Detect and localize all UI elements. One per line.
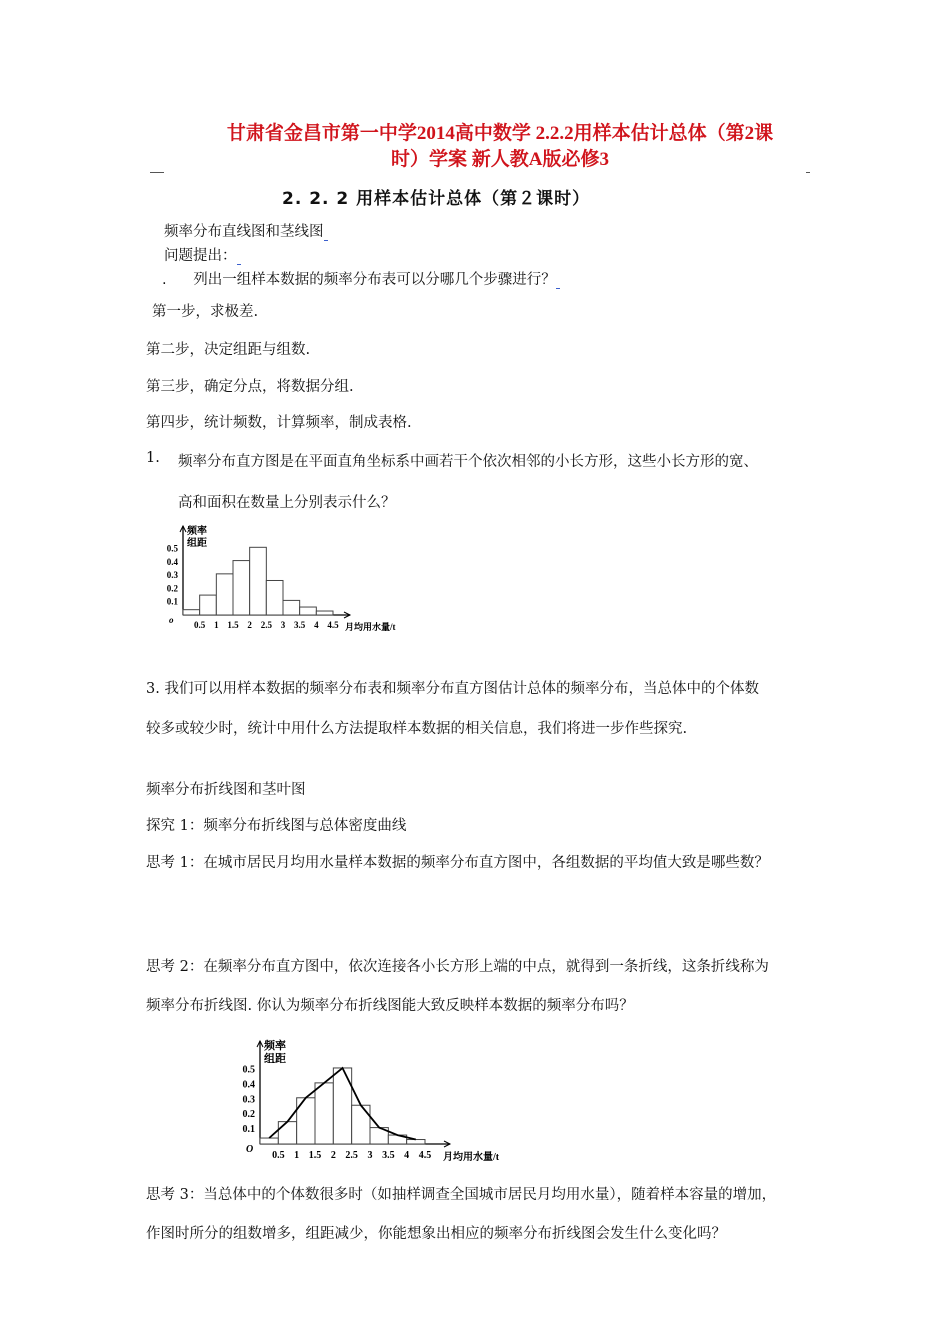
x-tick-label: 1: [214, 620, 219, 630]
section-heading-2: 频率分布折线图和茎叶图: [146, 782, 306, 798]
section-heading-top: [164, 220, 328, 241]
histogram-bar: [216, 574, 233, 615]
x-axis-label: 月均用水量/t: [443, 1152, 500, 1163]
item-1-line2: 高和面积在数量上分别表示什么？: [178, 495, 396, 511]
y-axis-label: 组距: [264, 1053, 286, 1065]
histogram-bar: [278, 1122, 296, 1144]
x-tick-label: 4: [404, 1150, 410, 1161]
y-tick-label: 0.5: [166, 543, 178, 554]
y-tick-label: 0.4: [166, 556, 178, 567]
y-tick-label: 0.3: [242, 1094, 255, 1106]
think-3-line1: 思考 3：当总体中的个体数很多时（如抽样调查全国城市居民月均用水量），随着样本容量的增加，: [146, 1187, 777, 1203]
histogram-bar: [316, 611, 333, 615]
x-tick-label: 2.5: [260, 620, 272, 630]
histogram-bar: [352, 1105, 370, 1144]
histogram-bar: [183, 610, 200, 615]
item-1-number: 1.: [146, 450, 160, 466]
edit-mark: [324, 224, 329, 241]
origin-label: o: [169, 615, 174, 625]
step-2: 第二步，决定组距与组数.: [146, 342, 311, 358]
histogram-chart: [150, 520, 420, 640]
y-tick-label: 0.5: [242, 1064, 255, 1076]
think-2-line1: 思考 2：在频率分布直方图中，依次连接各小长方形上端的中点，就得到一条折线，这条折线称为: [146, 959, 769, 975]
x-tick-label: 0.5: [194, 620, 206, 630]
x-tick-label: 4: [314, 620, 319, 630]
x-tick-label: 3: [367, 1150, 373, 1161]
item-1-line1: 频率分布直方图是在平面直角坐标系中画若干个依次相邻的小长方形，这些小长方形的宽、: [178, 454, 758, 470]
item-3-line2: 较多或较少时，统计中用什么方法提取样本数据的相关信息，我们将进一步作些探究.: [146, 721, 688, 737]
x-axis-label: 月均用水量/t: [345, 622, 396, 632]
question-line: [162, 268, 560, 289]
think-3-line2: 作图时所分的组数增多，组距减少，你能想象出相应的频率分布折线图会发生什么变化吗？: [146, 1226, 726, 1242]
y-tick-label: 0.1: [242, 1124, 255, 1136]
edit-mark: [237, 248, 242, 265]
histogram-bar: [283, 600, 300, 615]
x-tick-label: 2: [330, 1150, 336, 1161]
x-tick-label: 3.5: [294, 620, 306, 630]
lesson-subtitle: 2. 2. 2 用样本估计总体（第２课时）: [282, 189, 591, 209]
histogram-bar: [266, 580, 283, 615]
y-axis-label: 频率: [187, 526, 207, 537]
histogram-bar: [250, 547, 267, 615]
histogram-bar: [407, 1140, 425, 1144]
x-tick-label: 3.5: [382, 1150, 395, 1161]
histogram-bar: [200, 595, 217, 615]
question-text: 列出一组样本数据的频率分布表可以分哪几个步骤进行？: [193, 272, 556, 288]
histogram-bar: [315, 1083, 333, 1144]
y-tick-label: 0.3: [166, 570, 178, 581]
y-axis-label: 频率: [264, 1040, 286, 1052]
think-1: 思考 1：在城市居民月均用水量样本数据的频率分布直方图中，各组数据的平均值大致是哪些数？: [146, 855, 769, 871]
question-heading-text: 问题提出：: [164, 248, 237, 264]
x-tick-label: 1: [294, 1150, 300, 1161]
x-tick-label: 0.5: [272, 1150, 285, 1161]
header-rule-right: [806, 172, 810, 173]
question-bullet: .: [162, 272, 167, 288]
y-tick-label: 0.2: [242, 1109, 255, 1121]
histogram-bar: [233, 561, 250, 615]
step-4: 第四步，统计频数，计算频率，制成表格.: [146, 415, 412, 431]
x-tick-label: 1.5: [308, 1150, 322, 1161]
y-tick-label: 0.1: [166, 596, 178, 607]
y-tick-label: 0.4: [242, 1079, 255, 1091]
histogram-bar: [260, 1138, 278, 1144]
section-heading-text: 频率分布直线图和茎线图: [164, 224, 324, 240]
document-title-line1: 甘肃省金昌市第一中学2014高中数学 2.2.2用样本估计总体（第2课: [226, 123, 774, 144]
x-tick-label: 1.5: [227, 620, 239, 630]
histogram-polygon-chart: [225, 1035, 525, 1170]
document-title-line2: 时）学案 新人教A版必修3: [391, 149, 609, 170]
header-rule-left: [150, 172, 164, 173]
step-3: 第三步，确定分点，将数据分组.: [146, 379, 354, 395]
x-tick-label: 3: [280, 620, 286, 630]
x-tick-label: 2.5: [345, 1150, 358, 1161]
question-heading: [164, 244, 241, 265]
histogram-bar: [300, 607, 317, 615]
x-tick-label: 4.5: [418, 1150, 432, 1161]
x-tick-label: 4.5: [327, 620, 339, 630]
y-axis-label: 组距: [187, 538, 207, 549]
origin-label: O: [246, 1144, 254, 1155]
edit-mark: [556, 272, 561, 289]
explore-1: 探究 1：频率分布折线图与总体密度曲线: [146, 818, 407, 834]
think-2-line2: 频率分布折线图. 你认为频率分布折线图能大致反映样本数据的频率分布吗？: [146, 998, 634, 1014]
y-tick-label: 0.2: [166, 583, 178, 594]
x-tick-label: 2: [247, 620, 252, 630]
item-3-line1: 3. 我们可以用样本数据的频率分布表和频率分布直方图估计总体的频率分布，当总体中的个体数: [146, 681, 759, 697]
step-1: 第一步，求极差.: [152, 304, 259, 320]
